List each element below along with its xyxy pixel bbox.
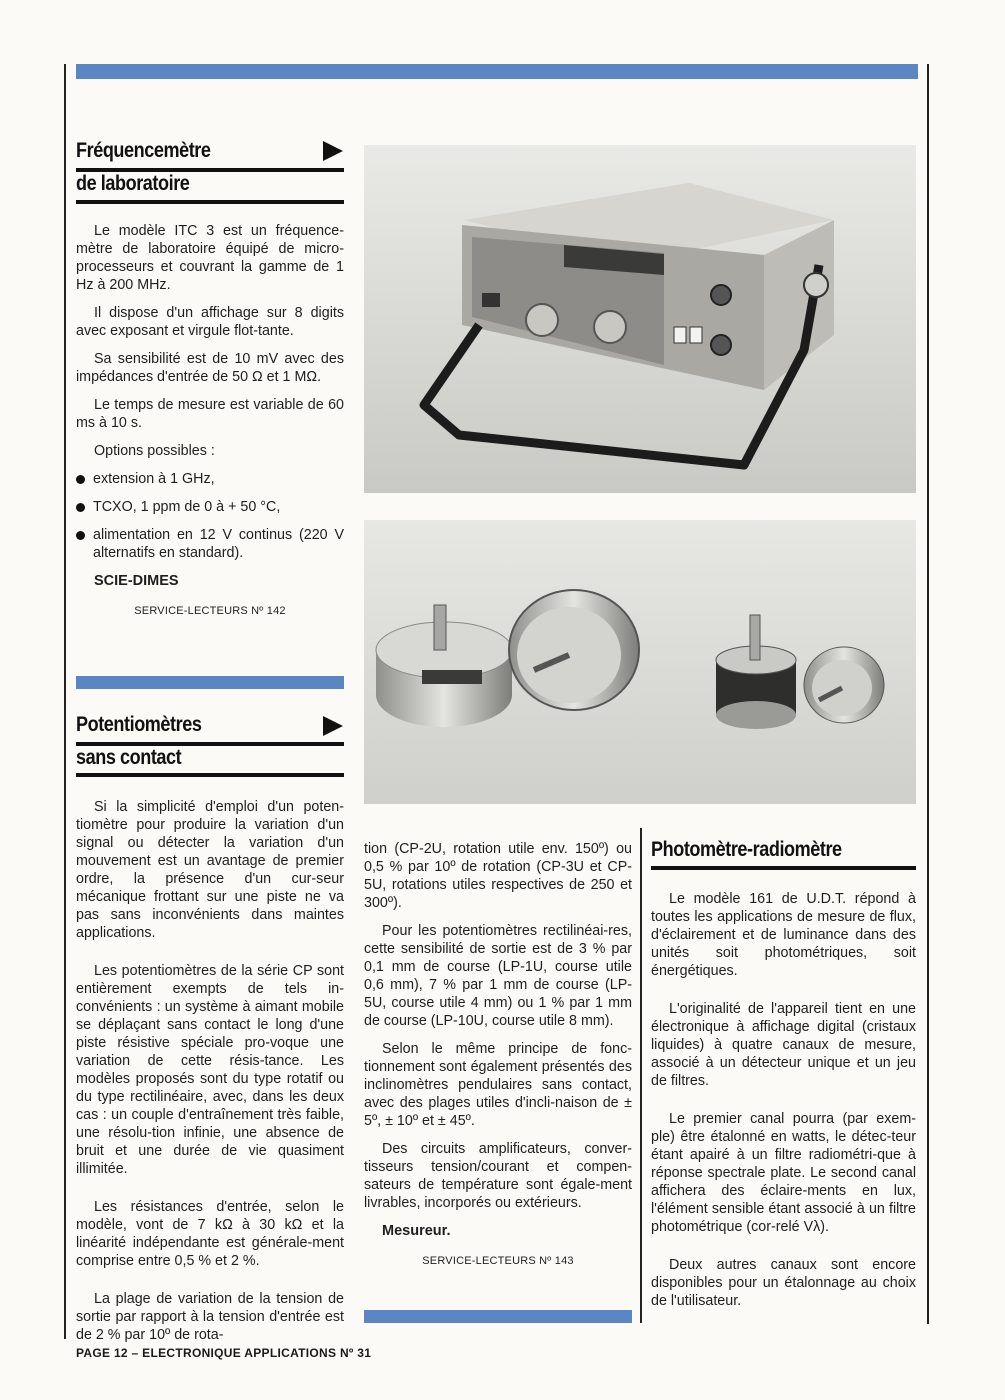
title-underline (76, 773, 344, 777)
left-margin-rule (64, 64, 66, 1339)
paragraph: Le temps de mesure est variable de 60 ms à 10 s. (76, 397, 344, 431)
service-lecteurs: SERVICE-LECTEURS Nº 142 (134, 605, 286, 617)
paragraph: Options possibles : (94, 443, 215, 459)
option-item (76, 498, 344, 516)
frequency-meter-image (364, 145, 916, 493)
top-accent-bar (76, 64, 918, 79)
section-accent-bar (76, 676, 344, 689)
option-item (76, 470, 344, 488)
paragraph: Des circuits amplificateurs, conver-tisseurs tension/courant et compen-sateurs de température sont égale-ment livrables, incorporés ou extérieurs. (364, 1141, 632, 1211)
paragraph: Si la simplicité d'emploi d'un poten-tiomètre pour produire la variation d'un signal ou détecter la variation d'un mouvement est un avantage de premier ordre, la présence d'un cur-seur mécanique frottant sur une piste ne va pas sans inconvénients dans maintes applications. (76, 799, 344, 941)
bullet-icon (76, 503, 85, 512)
paragraph: Sa sensibilité est de 10 mV avec des impédances d'entrée de 50 Ω et 1 MΩ. (76, 351, 344, 385)
paragraph: Le modèle 161 de U.D.T. répond à toutes les applications de mesure de flux, d'éclairement et de luminance dans des unités soit photométriques, soit énergétiques. (651, 891, 916, 979)
article1-title-line2: de laboratoire (76, 172, 190, 195)
paragraph: Il dispose d'un affichage sur 8 digits avec exposant et virgule flot-tante. (76, 305, 344, 339)
article1-title-line1: Fréquencemètre (76, 139, 211, 162)
column-divider (640, 828, 642, 1323)
article2-column1 (76, 798, 344, 1354)
paragraph: Les résistances d'entrée, selon le modèle, vont de 7 kΩ à 30 kΩ et la linéarité indépendante est générale-ment comprise entre 0,5 % et 2 %. (76, 1199, 344, 1269)
option-text: TCXO, 1 ppm de 0 à + 50 °C, (93, 499, 281, 515)
arrow-right-icon (323, 141, 343, 161)
arrow-right-icon (323, 716, 343, 736)
paragraph: Les potentiomètres de la série CP sont entièrement exempts de tels in-convénients : un système à aimant mobile se déplaçant sans contact le long d'une piste résistive spéciale pro-voque une variation de cette résis-tance. Les modèles proposés sont du type rotatif ou du type rectilinéaire, avec, dans les deux cas : un couple d'entraînement très faible, une résolu-tion infinie, une absence de bruit et une durée de vie quasiment illimitée. (76, 963, 344, 1177)
article3-body (651, 890, 916, 1320)
article1-body (76, 222, 344, 620)
potentiometers-image (364, 520, 916, 804)
service-lecteurs: SERVICE-LECTEURS Nº 143 (422, 1255, 574, 1267)
section-accent-bar (364, 1310, 632, 1323)
paragraph: Le modèle ITC 3 est un fréquence-mètre de laboratoire équipé de micro-processeurs et couvrant la gamme de 1 Hz à 200 MHz. (76, 223, 344, 293)
title-underline (76, 200, 344, 204)
article2-column2 (364, 840, 632, 1270)
paragraph: Deux autres canaux sont encore disponibles pour un étalonnage au choix de l'utilisateur. (651, 1257, 916, 1309)
page-footer: PAGE 12 – ELECTRONIQUE APPLICATIONS Nº 31 (76, 1346, 372, 1360)
title-underline (651, 866, 916, 870)
paragraph: L'originalité de l'appareil tient en une électronique à affichage digital (cristaux liquides) à quatre canaux de mesure, associé à un détecteur unique et un jeu de filtres. (651, 1001, 916, 1089)
paragraph: tion (CP-2U, rotation utile env. 150º) ou 0,5 % par 10º de rotation (CP-3U et CP-5U, rotations utiles respectives de 250 et 300º). (364, 841, 632, 911)
paragraph: Le premier canal pourra (par exem-ple) être étalonné en watts, le détec-teur étant apairé à un filtre radiométri-que à réponse spectrale plate. Le second canal affichera des éclaire-ments en lux, l'élément sensible étant associé à un filtre photométrique (cor-relé Vλ). (651, 1111, 916, 1235)
paragraph: Pour les potentiomètres rectilinéai-res, cette sensibilité de sortie est de 3 % par 0,1 mm de course (LP-1U, course utile 0,6 mm), 7 % par 1 mm de course (LP-5U, course utile 4 mm) ou 1 % par 1 mm de course (LP-10U, course utile 8 mm). (364, 923, 632, 1029)
option-text: extension à 1 GHz, (93, 471, 215, 487)
option-text: alimentation en 12 V continus (220 V alternatifs en standard). (93, 527, 344, 561)
company-name: Mesureur. (382, 1223, 451, 1239)
article2-title-line2: sans contact (76, 746, 182, 769)
potentiometers-photo (364, 520, 916, 804)
article2-title-line1: Potentiomètres (76, 713, 202, 736)
article3-title: Photomètre-radiomètre (651, 838, 842, 861)
bullet-icon (76, 475, 85, 484)
right-margin-rule (927, 64, 929, 1324)
paragraph: La plage de variation de la tension de sortie par rapport à la tension d'entrée est de 2 % par 10º de rota- (76, 1291, 344, 1343)
paragraph: Selon le même principe de fonc-tionnement sont également présentés des inclinomètres pendulaires sans contact, avec des plages utiles d'incli-naison de ± 5º, ± 10º et ± 45º. (364, 1041, 632, 1129)
company-name: SCIE-DIMES (94, 573, 179, 589)
frequency-meter-photo (364, 145, 916, 493)
option-item (76, 526, 344, 562)
bullet-icon (76, 531, 85, 540)
